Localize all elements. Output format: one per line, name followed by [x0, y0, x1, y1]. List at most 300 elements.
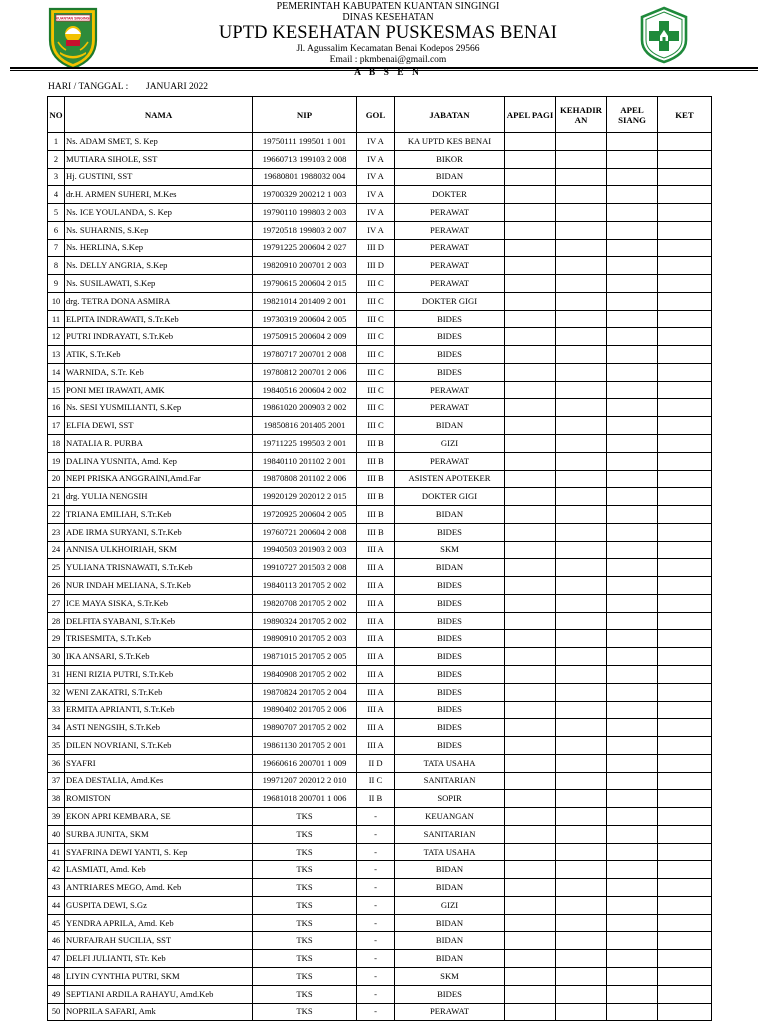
kehadiran-cell[interactable] — [556, 239, 607, 257]
ket-cell[interactable] — [658, 985, 712, 1003]
apel-pagi-cell[interactable] — [505, 257, 556, 275]
employee-grade: III B — [357, 488, 395, 506]
kehadiran-cell[interactable] — [556, 772, 607, 790]
ket-cell[interactable] — [658, 452, 712, 470]
apel-siang-cell[interactable] — [607, 985, 658, 1003]
employee-nip: 19890910 201705 2 003 — [253, 630, 357, 648]
row-number: 38 — [48, 790, 65, 808]
ket-cell[interactable] — [658, 435, 712, 453]
ket-cell[interactable] — [658, 861, 712, 879]
ket-cell[interactable] — [658, 612, 712, 630]
table-header-row — [48, 97, 712, 133]
employee-grade: IV A — [357, 168, 395, 186]
employee-position: BIDES — [395, 737, 505, 755]
employee-grade: III C — [357, 381, 395, 399]
kehadiran-cell[interactable] — [556, 790, 607, 808]
ket-cell[interactable] — [658, 470, 712, 488]
row-number: 17 — [48, 417, 65, 435]
apel-pagi-cell[interactable] — [505, 381, 556, 399]
table-row — [48, 879, 712, 897]
kehadiran-cell[interactable] — [556, 932, 607, 950]
kehadiran-cell[interactable] — [556, 630, 607, 648]
ket-cell[interactable] — [658, 150, 712, 168]
ket-cell[interactable] — [658, 772, 712, 790]
apel-siang-cell[interactable] — [607, 772, 658, 790]
kehadiran-cell[interactable] — [556, 754, 607, 772]
kehadiran-cell[interactable] — [556, 186, 607, 204]
apel-siang-cell[interactable] — [607, 950, 658, 968]
ket-cell[interactable] — [658, 310, 712, 328]
kehadiran-cell[interactable] — [556, 150, 607, 168]
employee-grade: III B — [357, 523, 395, 541]
ket-cell[interactable] — [658, 221, 712, 239]
apel-siang-cell[interactable] — [607, 452, 658, 470]
kehadiran-cell[interactable] — [556, 417, 607, 435]
row-number: 19 — [48, 452, 65, 470]
employee-grade: III A — [357, 683, 395, 701]
apel-pagi-cell[interactable] — [505, 825, 556, 843]
ket-cell[interactable] — [658, 701, 712, 719]
apel-pagi-cell[interactable] — [505, 292, 556, 310]
employee-position: PERAWAT — [395, 275, 505, 293]
employee-grade: IV A — [357, 150, 395, 168]
apel-pagi-cell[interactable] — [505, 914, 556, 932]
employee-position: BIDES — [395, 594, 505, 612]
ket-cell[interactable] — [658, 790, 712, 808]
kehadiran-cell[interactable] — [556, 381, 607, 399]
row-number: 24 — [48, 541, 65, 559]
apel-siang-cell[interactable] — [607, 310, 658, 328]
table-row — [48, 363, 712, 381]
apel-siang-cell[interactable] — [607, 381, 658, 399]
apel-siang-cell[interactable] — [607, 737, 658, 755]
apel-pagi-cell[interactable] — [505, 417, 556, 435]
apel-pagi-cell[interactable] — [505, 790, 556, 808]
ket-cell[interactable] — [658, 577, 712, 595]
employee-nip: TKS — [253, 985, 357, 1003]
apel-siang-cell[interactable] — [607, 541, 658, 559]
row-number: 25 — [48, 559, 65, 577]
ket-cell[interactable] — [658, 488, 712, 506]
apel-pagi-cell[interactable] — [505, 967, 556, 985]
kehadiran-cell[interactable] — [556, 665, 607, 683]
kehadiran-cell[interactable] — [556, 950, 607, 968]
apel-pagi-cell[interactable] — [505, 133, 556, 151]
employee-grade: III C — [357, 399, 395, 417]
employee-nip: 19680801 1988032 004 — [253, 168, 357, 186]
table-row — [48, 825, 712, 843]
ket-cell[interactable] — [658, 292, 712, 310]
ket-cell[interactable] — [658, 186, 712, 204]
kehadiran-cell[interactable] — [556, 701, 607, 719]
table-body — [48, 133, 712, 1021]
apel-pagi-cell[interactable] — [505, 665, 556, 683]
kehadiran-cell[interactable] — [556, 328, 607, 346]
employee-nip: 19700329 200212 1 003 — [253, 186, 357, 204]
employee-name: Ns. ADAM SMET, S. Kep — [65, 133, 253, 151]
employee-name: ROMISTON — [65, 790, 253, 808]
apel-pagi-cell[interactable] — [505, 363, 556, 381]
kehadiran-cell[interactable] — [556, 843, 607, 861]
kehadiran-cell[interactable] — [556, 470, 607, 488]
apel-pagi-cell[interactable] — [505, 399, 556, 417]
apel-pagi-cell[interactable] — [505, 1003, 556, 1021]
apel-pagi-cell[interactable] — [505, 630, 556, 648]
apel-siang-cell[interactable] — [607, 257, 658, 275]
table-row — [48, 772, 712, 790]
table-row — [48, 399, 712, 417]
apel-siang-cell[interactable] — [607, 150, 658, 168]
apel-pagi-cell[interactable] — [505, 985, 556, 1003]
row-number: 37 — [48, 772, 65, 790]
row-number: 12 — [48, 328, 65, 346]
column-header-jabatan: JABATAN — [395, 97, 505, 133]
apel-pagi-cell[interactable] — [505, 275, 556, 293]
employee-position: DOKTER GIGI — [395, 292, 505, 310]
apel-siang-cell[interactable] — [607, 204, 658, 222]
ket-cell[interactable] — [658, 594, 712, 612]
apel-pagi-cell[interactable] — [505, 879, 556, 897]
kehadiran-cell[interactable] — [556, 221, 607, 239]
kehadiran-cell[interactable] — [556, 737, 607, 755]
apel-siang-cell[interactable] — [607, 133, 658, 151]
kehadiran-cell[interactable] — [556, 168, 607, 186]
apel-pagi-cell[interactable] — [505, 719, 556, 737]
kehadiran-cell[interactable] — [556, 363, 607, 381]
ket-cell[interactable] — [658, 346, 712, 364]
employee-position: BIDES — [395, 328, 505, 346]
apel-pagi-cell[interactable] — [505, 488, 556, 506]
apel-siang-cell[interactable] — [607, 221, 658, 239]
row-number: 36 — [48, 754, 65, 772]
ket-cell[interactable] — [658, 630, 712, 648]
employee-nip: 19711225 199503 2 001 — [253, 435, 357, 453]
row-number: 7 — [48, 239, 65, 257]
apel-siang-cell[interactable] — [607, 701, 658, 719]
apel-siang-cell[interactable] — [607, 896, 658, 914]
apel-siang-cell[interactable] — [607, 1003, 658, 1021]
kehadiran-cell[interactable] — [556, 825, 607, 843]
ket-cell[interactable] — [658, 737, 712, 755]
apel-siang-cell[interactable] — [607, 168, 658, 186]
ket-cell[interactable] — [658, 541, 712, 559]
employee-nip: 19780717 200701 2 008 — [253, 346, 357, 364]
employee-nip: TKS — [253, 843, 357, 861]
ket-cell[interactable] — [658, 808, 712, 826]
apel-pagi-cell[interactable] — [505, 577, 556, 595]
employee-nip: 19720925 200604 2 005 — [253, 506, 357, 524]
kehadiran-cell[interactable] — [556, 559, 607, 577]
ket-cell[interactable] — [658, 399, 712, 417]
employee-position: BIDES — [395, 346, 505, 364]
apel-pagi-cell[interactable] — [505, 204, 556, 222]
table-row — [48, 577, 712, 595]
apel-pagi-cell[interactable] — [505, 648, 556, 666]
apel-pagi-cell[interactable] — [505, 435, 556, 453]
kehadiran-cell[interactable] — [556, 683, 607, 701]
kehadiran-cell[interactable] — [556, 257, 607, 275]
ket-cell[interactable] — [658, 257, 712, 275]
kehadiran-cell[interactable] — [556, 435, 607, 453]
employee-position: BIDAN — [395, 417, 505, 435]
employee-name: DELFITA SYABANI, S.Tr.Keb — [65, 612, 253, 630]
ket-cell[interactable] — [658, 932, 712, 950]
ket-cell[interactable] — [658, 719, 712, 737]
ket-cell[interactable] — [658, 204, 712, 222]
apel-siang-cell[interactable] — [607, 612, 658, 630]
table-row — [48, 612, 712, 630]
apel-pagi-cell[interactable] — [505, 843, 556, 861]
kehadiran-cell[interactable] — [556, 648, 607, 666]
apel-siang-cell[interactable] — [607, 754, 658, 772]
apel-siang-cell[interactable] — [607, 665, 658, 683]
apel-siang-cell[interactable] — [607, 470, 658, 488]
apel-pagi-cell[interactable] — [505, 772, 556, 790]
employee-name: IKA ANSARI, S.Tr.Keb — [65, 648, 253, 666]
kehadiran-cell[interactable] — [556, 133, 607, 151]
apel-pagi-cell[interactable] — [505, 506, 556, 524]
employee-position: PERAWAT — [395, 221, 505, 239]
kehadiran-cell[interactable] — [556, 861, 607, 879]
row-number: 15 — [48, 381, 65, 399]
row-number: 8 — [48, 257, 65, 275]
row-number: 18 — [48, 435, 65, 453]
apel-pagi-cell[interactable] — [505, 932, 556, 950]
apel-pagi-cell[interactable] — [505, 168, 556, 186]
apel-siang-cell[interactable] — [607, 932, 658, 950]
kehadiran-cell[interactable] — [556, 985, 607, 1003]
employee-name: Hj. GUSTINI, SST — [65, 168, 253, 186]
kehadiran-cell[interactable] — [556, 879, 607, 897]
kehadiran-cell[interactable] — [556, 808, 607, 826]
employee-grade: III A — [357, 559, 395, 577]
apel-siang-cell[interactable] — [607, 559, 658, 577]
apel-siang-cell[interactable] — [607, 790, 658, 808]
employee-nip: TKS — [253, 967, 357, 985]
apel-pagi-cell[interactable] — [505, 754, 556, 772]
kehadiran-cell[interactable] — [556, 1003, 607, 1021]
kehadiran-cell[interactable] — [556, 577, 607, 595]
employee-nip: 19730319 200604 2 005 — [253, 310, 357, 328]
kehadiran-cell[interactable] — [556, 452, 607, 470]
apel-pagi-cell[interactable] — [505, 861, 556, 879]
employee-nip: 19790615 200604 2 015 — [253, 275, 357, 293]
row-number: 33 — [48, 701, 65, 719]
apel-siang-cell[interactable] — [607, 719, 658, 737]
apel-pagi-cell[interactable] — [505, 896, 556, 914]
kehadiran-cell[interactable] — [556, 399, 607, 417]
row-number: 31 — [48, 665, 65, 683]
row-number: 21 — [48, 488, 65, 506]
ket-cell[interactable] — [658, 648, 712, 666]
apel-siang-cell[interactable] — [607, 648, 658, 666]
kehadiran-cell[interactable] — [556, 523, 607, 541]
row-number: 2 — [48, 150, 65, 168]
table-row — [48, 896, 712, 914]
apel-siang-cell[interactable] — [607, 399, 658, 417]
kehadiran-cell[interactable] — [556, 292, 607, 310]
apel-pagi-cell[interactable] — [505, 950, 556, 968]
apel-siang-cell[interactable] — [607, 506, 658, 524]
employee-position: BIDES — [395, 363, 505, 381]
row-number: 48 — [48, 967, 65, 985]
apel-pagi-cell[interactable] — [505, 150, 556, 168]
kehadiran-cell[interactable] — [556, 541, 607, 559]
employee-name: NURFAJRAH SUCILIA, SST — [65, 932, 253, 950]
apel-siang-cell[interactable] — [607, 630, 658, 648]
employee-name: TRISESMITA, S.Tr.Keb — [65, 630, 253, 648]
department-line: DINAS KESEHATAN — [342, 12, 434, 23]
row-number: 40 — [48, 825, 65, 843]
employee-name: NATALIA R. PURBA — [65, 435, 253, 453]
employee-grade: III C — [357, 417, 395, 435]
ket-cell[interactable] — [658, 825, 712, 843]
employee-grade: IV A — [357, 221, 395, 239]
kehadiran-cell[interactable] — [556, 612, 607, 630]
apel-pagi-cell[interactable] — [505, 808, 556, 826]
row-number: 20 — [48, 470, 65, 488]
ket-cell[interactable] — [658, 950, 712, 968]
apel-siang-cell[interactable] — [607, 808, 658, 826]
ket-cell[interactable] — [658, 683, 712, 701]
employee-name: ASTI NENGSIH, S.Tr.Keb — [65, 719, 253, 737]
apel-siang-cell[interactable] — [607, 488, 658, 506]
table-row — [48, 559, 712, 577]
apel-siang-cell[interactable] — [607, 239, 658, 257]
ket-cell[interactable] — [658, 523, 712, 541]
employee-grade: III A — [357, 648, 395, 666]
apel-siang-cell[interactable] — [607, 363, 658, 381]
employee-grade: III C — [357, 346, 395, 364]
ket-cell[interactable] — [658, 843, 712, 861]
apel-pagi-cell[interactable] — [505, 541, 556, 559]
ket-cell[interactable] — [658, 417, 712, 435]
apel-pagi-cell[interactable] — [505, 470, 556, 488]
apel-pagi-cell[interactable] — [505, 701, 556, 719]
apel-siang-cell[interactable] — [607, 275, 658, 293]
email-line: Email : pkmbenai@gmail.com — [329, 55, 447, 65]
kehadiran-cell[interactable] — [556, 967, 607, 985]
apel-pagi-cell[interactable] — [505, 452, 556, 470]
apel-pagi-cell[interactable] — [505, 594, 556, 612]
table-row — [48, 150, 712, 168]
ket-cell[interactable] — [658, 559, 712, 577]
employee-nip: 19890402 201705 2 006 — [253, 701, 357, 719]
kehadiran-cell[interactable] — [556, 594, 607, 612]
ket-cell[interactable] — [658, 1003, 712, 1021]
row-number: 45 — [48, 914, 65, 932]
employee-grade: III A — [357, 701, 395, 719]
apel-siang-cell[interactable] — [607, 843, 658, 861]
employee-name: Ns. SESI YUSMILIANTI, S.Kep — [65, 399, 253, 417]
kehadiran-cell[interactable] — [556, 914, 607, 932]
employee-grade: III C — [357, 292, 395, 310]
apel-pagi-cell[interactable] — [505, 612, 556, 630]
table-row — [48, 683, 712, 701]
ket-cell[interactable] — [658, 754, 712, 772]
apel-pagi-cell[interactable] — [505, 186, 556, 204]
employee-nip: 19920129 202012 2 015 — [253, 488, 357, 506]
ket-cell[interactable] — [658, 381, 712, 399]
employee-grade: III B — [357, 435, 395, 453]
ket-cell[interactable] — [658, 168, 712, 186]
ket-cell[interactable] — [658, 328, 712, 346]
apel-siang-cell[interactable] — [607, 435, 658, 453]
ket-cell[interactable] — [658, 363, 712, 381]
ket-cell[interactable] — [658, 967, 712, 985]
apel-pagi-cell[interactable] — [505, 346, 556, 364]
employee-position: BIDAN — [395, 914, 505, 932]
apel-siang-cell[interactable] — [607, 346, 658, 364]
apel-pagi-cell[interactable] — [505, 328, 556, 346]
apel-pagi-cell[interactable] — [505, 737, 556, 755]
apel-pagi-cell[interactable] — [505, 559, 556, 577]
employee-position: BIDES — [395, 701, 505, 719]
employee-grade: III A — [357, 737, 395, 755]
apel-pagi-cell[interactable] — [505, 523, 556, 541]
apel-siang-cell[interactable] — [607, 594, 658, 612]
table-row — [48, 186, 712, 204]
kehadiran-cell[interactable] — [556, 204, 607, 222]
employee-position: BIDES — [395, 577, 505, 595]
table-row — [48, 452, 712, 470]
kehadiran-cell[interactable] — [556, 719, 607, 737]
apel-siang-cell[interactable] — [607, 328, 658, 346]
apel-pagi-cell[interactable] — [505, 239, 556, 257]
employee-position: BIDES — [395, 310, 505, 328]
employee-name: Ns. DELLY ANGRIA, S.Kep — [65, 257, 253, 275]
ket-cell[interactable] — [658, 239, 712, 257]
kehadiran-cell[interactable] — [556, 506, 607, 524]
kehadiran-cell[interactable] — [556, 896, 607, 914]
apel-pagi-cell[interactable] — [505, 683, 556, 701]
row-number: 1 — [48, 133, 65, 151]
kehadiran-cell[interactable] — [556, 310, 607, 328]
apel-siang-cell[interactable] — [607, 683, 658, 701]
apel-siang-cell[interactable] — [607, 825, 658, 843]
ket-cell[interactable] — [658, 879, 712, 897]
ket-cell[interactable] — [658, 665, 712, 683]
apel-siang-cell[interactable] — [607, 417, 658, 435]
apel-siang-cell[interactable] — [607, 186, 658, 204]
apel-siang-cell[interactable] — [607, 914, 658, 932]
employee-nip: 19720518 199803 2 007 — [253, 221, 357, 239]
kehadiran-cell[interactable] — [556, 346, 607, 364]
employee-position: BIDES — [395, 648, 505, 666]
employee-nip: 19861020 200903 2 002 — [253, 399, 357, 417]
address-line: Jl. Agussalim Kecamatan Benai Kodepos 29566 — [296, 44, 480, 54]
employee-name: PUTRI INDRAYATI, S.Tr.Keb — [65, 328, 253, 346]
employee-nip: 19760721 200604 2 008 — [253, 523, 357, 541]
ket-cell[interactable] — [658, 896, 712, 914]
ket-cell[interactable] — [658, 506, 712, 524]
employee-nip: 19840110 201102 2 001 — [253, 452, 357, 470]
kehadiran-cell[interactable] — [556, 488, 607, 506]
apel-pagi-cell[interactable] — [505, 221, 556, 239]
kehadiran-cell[interactable] — [556, 275, 607, 293]
apel-siang-cell[interactable] — [607, 523, 658, 541]
apel-siang-cell[interactable] — [607, 879, 658, 897]
apel-siang-cell[interactable] — [607, 292, 658, 310]
apel-pagi-cell[interactable] — [505, 310, 556, 328]
apel-siang-cell[interactable] — [607, 967, 658, 985]
apel-siang-cell[interactable] — [607, 861, 658, 879]
employee-name: ATIK, S.Tr.Keb — [65, 346, 253, 364]
ket-cell[interactable] — [658, 914, 712, 932]
ket-cell[interactable] — [658, 133, 712, 151]
ket-cell[interactable] — [658, 275, 712, 293]
apel-siang-cell[interactable] — [607, 577, 658, 595]
